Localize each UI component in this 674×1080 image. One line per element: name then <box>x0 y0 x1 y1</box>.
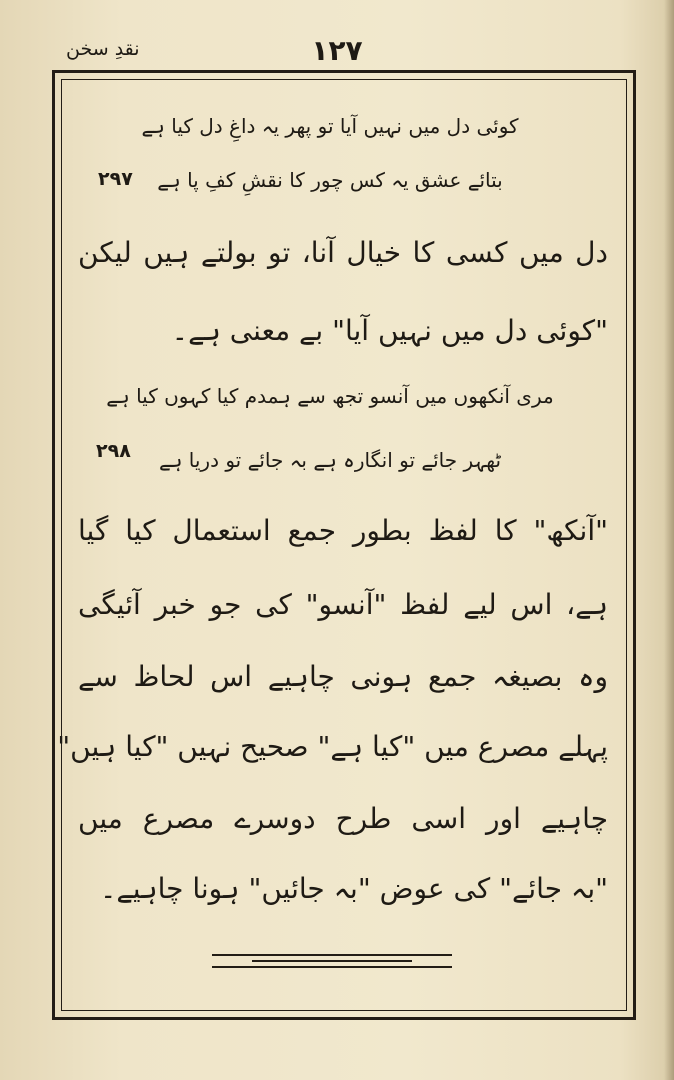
book-spine-shadow <box>664 0 674 1080</box>
commentary-298-line-5: چاہیے اور اسی طرح دوسرے مصرع میں <box>78 802 608 835</box>
verse-297-number: ۲۹۷ <box>98 168 133 190</box>
commentary-298-line-3: وہ بصیغہ جمع ہونی چاہیے اس لحاظ سے <box>78 660 608 693</box>
commentary-298-line-1: "آنکھ" کا لفظ بطور جمع استعمال کیا گیا <box>78 514 608 547</box>
verse-298-line-2: ٹھہر جائے تو انگارہ ہے بہ جائے تو دریا ہے <box>158 448 502 472</box>
commentary-297-line-1: دل میں کسی کا خیال آنا، تو بولتے ہیں لیکن <box>78 236 608 269</box>
commentary-298-line-4: پہلے مصرع میں "کیا ہے" صحیح نہیں "کیا ہیں" <box>57 730 608 763</box>
verse-298-line-1: مری آنکھوں میں آنسو تجھ سے ہمدم کیا کہوں کیا ہے <box>106 384 554 408</box>
end-ornament-rule <box>212 954 452 968</box>
verse-297-line-2: بتائے عشق یہ کس چور کا نقشِ کفِ پا ہے <box>157 168 503 192</box>
running-header-title: نقدِ سخن <box>66 38 140 60</box>
verse-298-number: ۲۹۸ <box>96 440 131 462</box>
page-number: ۱۲۷ <box>311 34 363 67</box>
commentary-298-line-2: ہے، اس لیے لفظ "آنسو" کی جو خبر آئیگی <box>78 588 608 621</box>
commentary-297-line-2: "کوئی دل میں نہیں آیا" بے معنی ہے۔ <box>171 314 608 347</box>
verse-297-line-1: کوئی دل میں نہیں آیا تو پھر یہ داغِ دل کیا ہے <box>141 114 519 138</box>
commentary-298-line-6: "بہ جائے" کی عوض "بہ جائیں" ہونا چاہیے۔ <box>99 872 608 905</box>
